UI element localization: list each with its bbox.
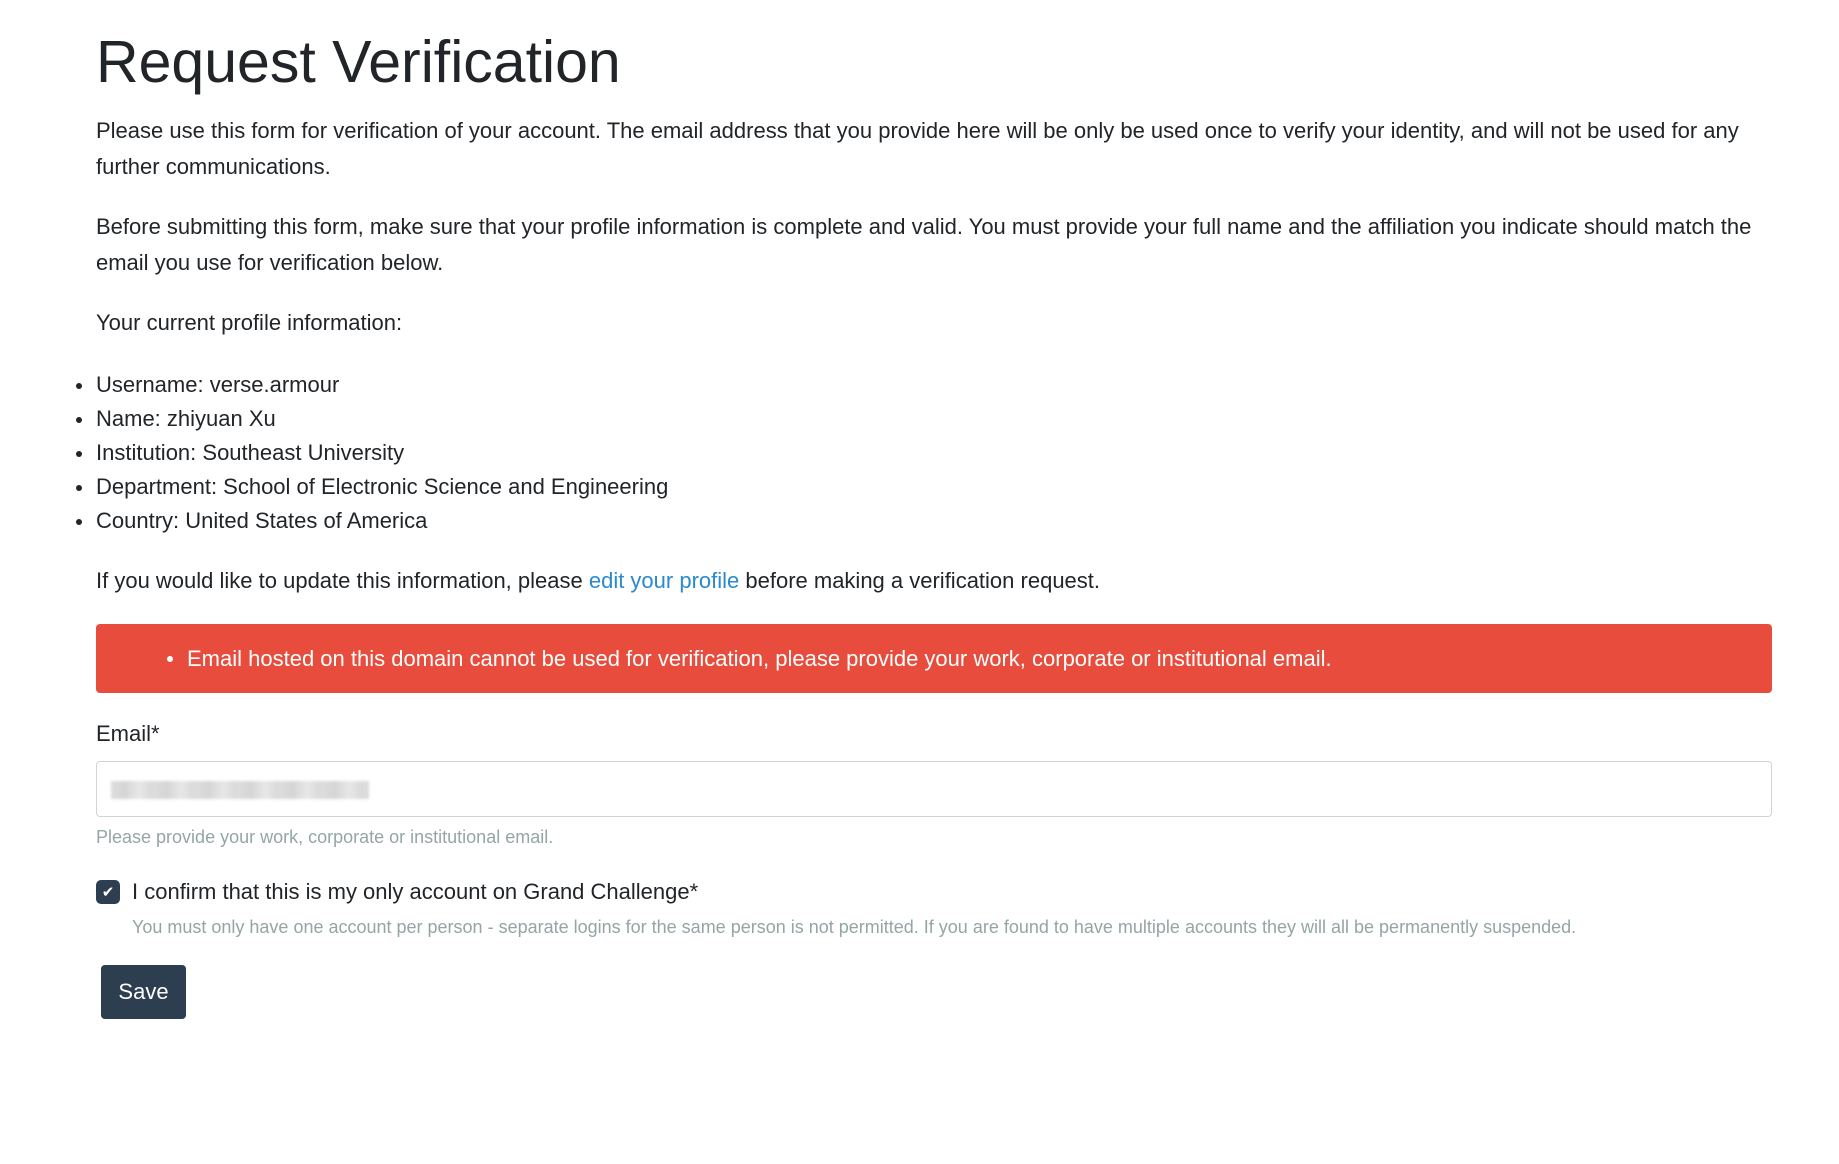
confirm-help-text: You must only have one account per person - separate logins for the same person is not permitted. If you are found to have multiple accounts they will all be permanently suspended. xyxy=(132,917,1577,937)
profile-item-department: Department: School of Electronic Science and Engineering xyxy=(96,470,1772,504)
confirm-checkbox-row xyxy=(96,877,1772,907)
update-notice-prefix: If you would like to update this information, please xyxy=(96,568,589,593)
main-content xyxy=(96,0,1772,1019)
email-label: Email* xyxy=(96,721,160,746)
confirm-checkbox-label[interactable]: I confirm that this is my only account on Grand Challenge* xyxy=(132,879,699,904)
save-button[interactable]: Save xyxy=(101,965,186,1019)
intro-paragraph-2: Before submitting this form, make sure that your profile information is complete and valid. You must provide your full name and the affiliation you indicate should match the email you use for verification below. xyxy=(96,214,1752,275)
check-icon: ✔ xyxy=(101,883,115,901)
intro-paragraph-1: Please use this form for verification of your account. The email address that you provide here will be only be used once to verify your identity, and will not be used for any further communications. xyxy=(96,118,1739,179)
profile-item-country: Country: United States of America xyxy=(96,504,1772,538)
update-notice xyxy=(96,563,1772,599)
update-notice-suffix: before making a verification request. xyxy=(739,568,1101,593)
edit-profile-link[interactable]: edit your profile xyxy=(588,568,740,593)
email-help-text: Please provide your work, corporate or institutional email. xyxy=(96,827,554,847)
profile-item-username: Username: verse.armour xyxy=(96,368,1772,402)
error-bullet xyxy=(167,656,173,662)
error-message: Email hosted on this domain cannot be used for verification, please provide your work, corporate or institutional email. xyxy=(187,646,1332,671)
confirm-checkbox[interactable] xyxy=(96,880,120,904)
profile-item-institution: Institution: Southeast University xyxy=(96,436,1772,470)
page-title: Request Verification xyxy=(96,29,621,95)
redacted-email-value xyxy=(111,781,369,799)
profile-info-list xyxy=(96,368,1772,538)
error-alert xyxy=(96,624,1772,693)
email-field[interactable] xyxy=(96,761,1772,817)
profile-heading: Your current profile information: xyxy=(96,310,403,335)
profile-item-name: Name: zhiyuan Xu xyxy=(96,402,1772,436)
